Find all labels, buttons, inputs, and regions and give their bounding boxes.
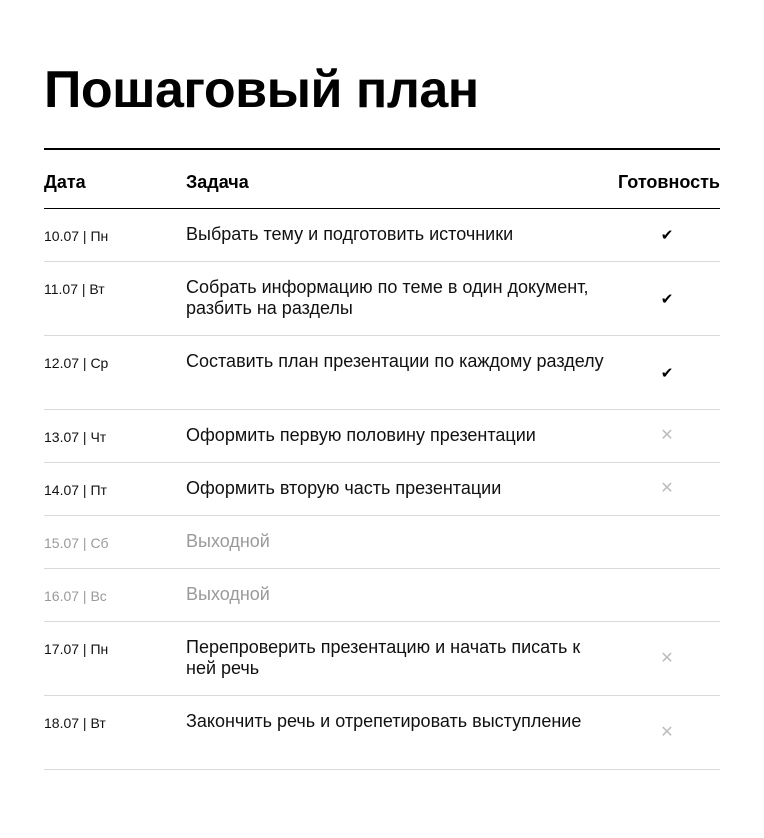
cross-icon: ✕	[660, 650, 674, 667]
row-task: Закончить речь и отрепетировать выступление	[186, 711, 582, 731]
table-row	[44, 622, 720, 696]
status-cell	[656, 425, 678, 447]
row-task: Выходной	[186, 584, 270, 604]
column-header-done: Готовность	[617, 172, 720, 192]
row-date: 12.07 | Ср	[44, 355, 109, 371]
cross-icon: ✕	[660, 724, 674, 741]
row-date: 17.07 | Пн	[44, 641, 109, 657]
cross-icon: ✕	[660, 427, 674, 444]
table-row	[44, 410, 720, 463]
cross-icon: ✕	[660, 480, 674, 497]
row-date: 15.07 | Сб	[44, 535, 109, 551]
row-task: Составить план презентации по каждому разделу	[186, 351, 604, 371]
status-cell	[656, 224, 678, 246]
table-row	[44, 696, 720, 770]
table-row	[44, 336, 720, 410]
status-cell	[656, 722, 678, 744]
check-icon: ✔	[660, 226, 674, 244]
table-row	[44, 209, 720, 262]
row-date: 13.07 | Чт	[44, 429, 107, 445]
row-task: Оформить первую половину презентации	[186, 425, 536, 445]
page-title: Пошаговый план	[44, 61, 479, 119]
table-row-day-off	[44, 569, 720, 622]
plan-page	[44, 0, 720, 741]
status-cell	[656, 362, 678, 384]
row-task: Перепроверить презентацию и начать писать к ней речь	[186, 637, 581, 678]
check-icon: ✔	[660, 364, 674, 382]
row-date: 16.07 | Вс	[44, 588, 107, 604]
table-row	[44, 262, 720, 336]
row-task: Оформить вторую часть презентации	[186, 478, 502, 498]
row-date: 18.07 | Вт	[44, 715, 106, 731]
column-header-task: Задача	[186, 172, 249, 192]
status-cell	[656, 648, 678, 670]
row-date: 14.07 | Пт	[44, 482, 107, 498]
row-date: 10.07 | Пн	[44, 228, 109, 244]
table-row	[44, 463, 720, 516]
row-date: 11.07 | Вт	[44, 281, 105, 297]
table-header	[44, 150, 720, 209]
status-cell	[656, 478, 678, 500]
check-icon: ✔	[660, 290, 674, 308]
plan-table	[44, 148, 720, 770]
row-task: Выходной	[186, 531, 270, 551]
row-task: Собрать информацию по теме в один документ, разбить на разделы	[186, 277, 589, 318]
status-cell	[656, 288, 678, 310]
column-header-date: Дата	[44, 172, 86, 192]
table-row-day-off	[44, 516, 720, 569]
row-task: Выбрать тему и подготовить источники	[186, 224, 514, 244]
